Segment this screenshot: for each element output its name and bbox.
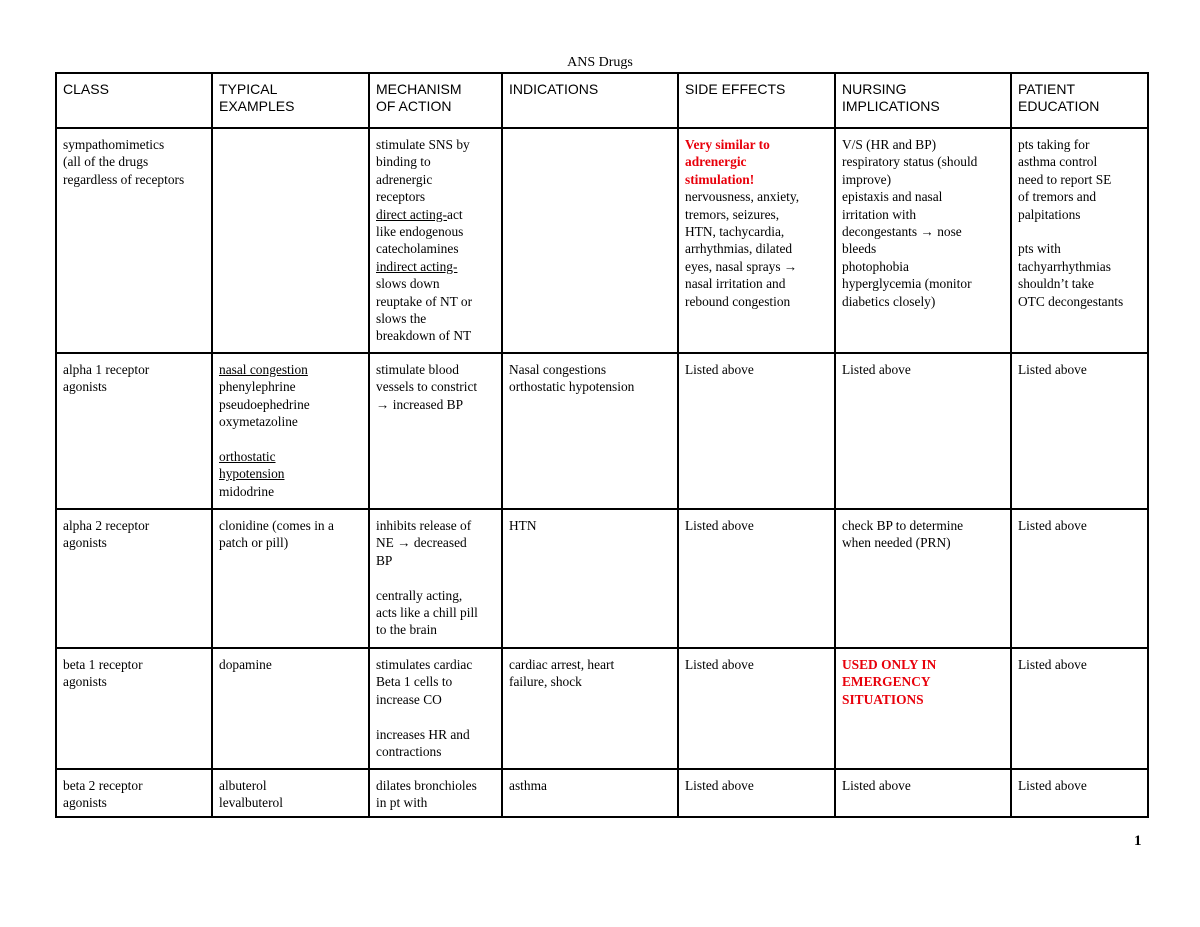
cell-line: clonidine (comes in a	[219, 518, 334, 533]
cell-line: cardiac arrest, heart	[509, 657, 615, 672]
underlined-term: hypotension	[219, 466, 285, 482]
cell-line: stimulates cardiac	[376, 657, 473, 672]
cell-line: Nasal congestions	[509, 362, 607, 377]
cell-line: pseudoephedrine	[219, 396, 310, 412]
cell-line: increase CO	[376, 691, 442, 707]
cell-side-effects	[678, 128, 835, 353]
cell-line: respiratory status (should	[842, 154, 978, 170]
cell-examples	[212, 509, 369, 648]
cell-line: alpha 1 receptor	[63, 362, 150, 377]
cell-mechanism	[369, 353, 502, 509]
header-nursing-implications	[835, 73, 1011, 128]
cell-line: pts taking for	[1018, 137, 1090, 152]
cell-class	[56, 128, 212, 353]
cell-line: palpitations	[1018, 206, 1081, 222]
cell-line: (all of the drugs	[63, 154, 149, 170]
cell-line: diabetics closely)	[842, 293, 936, 309]
cell-line: arrhythmias, dilated	[685, 241, 793, 257]
cell-line: photophobia	[842, 258, 909, 274]
cell-line: orthostatic hypotension	[509, 379, 635, 395]
cell-line: NE → decreased	[376, 535, 467, 551]
cell-line: patch or pill)	[219, 535, 289, 551]
cell-line: hyperglycemia (monitor	[842, 276, 972, 292]
header-indications	[502, 73, 678, 128]
cell-line: beta 1 receptor	[63, 657, 143, 672]
cell-line: albuterol	[219, 778, 267, 793]
cell-line: bleeds	[842, 241, 877, 257]
header-text: EDUCATION	[1018, 98, 1100, 114]
cell-line: regardless of receptors	[63, 171, 185, 187]
cell-line: to the brain	[376, 622, 437, 638]
cell-line: like endogenous	[376, 224, 464, 240]
ans-drugs-table	[55, 72, 1149, 818]
highlight-text: USED ONLY IN	[842, 657, 937, 672]
cell-line: beta 2 receptor	[63, 778, 143, 793]
cell-education	[1011, 353, 1148, 509]
cell-line: tachyarrhythmias	[1018, 258, 1111, 274]
header-patient-education	[1011, 73, 1148, 128]
cell-line: adrenergic	[376, 171, 433, 187]
spacer	[376, 708, 495, 725]
cell-line: Listed above	[1018, 657, 1087, 672]
cell-mechanism	[369, 128, 502, 353]
cell-class	[56, 769, 212, 817]
highlight-text: EMERGENCY	[842, 674, 931, 690]
cell-education	[1011, 128, 1148, 353]
cell-line: improve)	[842, 171, 892, 187]
cell-line: Listed above	[1018, 362, 1087, 377]
cell-class	[56, 509, 212, 648]
cell-line: decongestants → nose	[842, 224, 962, 240]
cell-examples	[212, 353, 369, 509]
cell-education	[1011, 769, 1148, 817]
cell-line: Listed above	[842, 778, 911, 793]
header-class	[56, 73, 212, 128]
header-text: OF ACTION	[376, 98, 452, 114]
cell-line: nasal irritation and	[685, 276, 786, 292]
table-row-beta-2	[56, 769, 1148, 817]
underlined-term: nasal congestion	[219, 362, 308, 377]
cell-line: dopamine	[219, 657, 272, 672]
cell-line: → increased BP	[376, 396, 464, 412]
cell-examples	[212, 648, 369, 769]
cell-line: need to report SE	[1018, 171, 1112, 187]
cell-line: contractions	[376, 744, 442, 760]
cell-line: Listed above	[1018, 518, 1087, 533]
cell-class	[56, 648, 212, 769]
cell-indications	[502, 769, 678, 817]
cell-line: Listed above	[685, 518, 754, 533]
cell-line: HTN	[509, 518, 537, 533]
cell-line: acts like a chill pill	[376, 605, 478, 621]
cell-examples	[212, 769, 369, 817]
cell-line: sympathomimetics	[63, 137, 165, 152]
spacer	[376, 569, 495, 586]
cell-line: agonists	[63, 674, 107, 690]
cell-line: agonists	[63, 379, 107, 395]
header-text: CLASS	[63, 81, 109, 97]
cell-mechanism	[369, 769, 502, 817]
cell-line: agonists	[63, 535, 107, 551]
cell-line: alpha 2 receptor	[63, 518, 150, 533]
cell-line: Listed above	[685, 362, 754, 377]
header-text: INDICATIONS	[509, 81, 599, 97]
cell-mechanism	[369, 648, 502, 769]
cell-class	[56, 353, 212, 509]
cell-nursing	[835, 509, 1011, 648]
header-mechanism	[369, 73, 502, 128]
spacer	[1018, 223, 1141, 240]
cell-nursing	[835, 353, 1011, 509]
cell-line	[376, 206, 495, 223]
cell-line: vessels to constrict	[376, 379, 478, 395]
cell-line: agonists	[63, 795, 107, 811]
highlight-text: stimulation!	[685, 171, 755, 187]
cell-line: BP	[376, 552, 393, 568]
cell-line: in pt with	[376, 795, 428, 811]
cell-line: check BP to determine	[842, 518, 964, 533]
header-text: PATIENT	[1018, 81, 1076, 97]
document-title: ANS Drugs	[567, 55, 633, 70]
cell-line: shouldn’t take	[1018, 276, 1094, 292]
cell-line: stimulate blood	[376, 362, 459, 377]
underlined-term: orthostatic	[219, 449, 276, 465]
header-typical-examples	[212, 73, 369, 128]
cell-line: breakdown of NT	[376, 328, 472, 344]
underlined-term: direct acting-	[376, 206, 448, 222]
cell-line: V/S (HR and BP)	[842, 137, 937, 152]
cell-line: of tremors and	[1018, 189, 1097, 205]
page-number: 1	[1134, 833, 1142, 849]
cell-line: Beta 1 cells to	[376, 674, 453, 690]
cell-line: binding to	[376, 154, 431, 170]
cell-side-effects	[678, 509, 835, 648]
cell-line: rebound congestion	[685, 293, 791, 309]
cell-line: oxymetazoline	[219, 414, 298, 430]
cell-line: epistaxis and nasal	[842, 189, 943, 205]
cell-mechanism	[369, 509, 502, 648]
cell-line: slows the	[376, 311, 427, 327]
cell-line: Listed above	[685, 657, 754, 672]
cell-indications	[502, 648, 678, 769]
cell-nursing	[835, 128, 1011, 353]
cell-line: levalbuterol	[219, 795, 283, 811]
cell-line: Listed above	[1018, 778, 1087, 793]
cell-line: increases HR and	[376, 726, 470, 742]
table-row-alpha-2	[56, 509, 1148, 648]
cell-line: catecholamines	[376, 241, 459, 257]
cell-line: tremors, seizures,	[685, 206, 780, 222]
table-row-sympathomimetics	[56, 128, 1148, 353]
cell-line: midodrine	[219, 483, 275, 499]
cell-indications	[502, 128, 678, 353]
cell-line: phenylephrine	[219, 379, 296, 395]
header-text: IMPLICATIONS	[842, 98, 940, 114]
cell-line: stimulate SNS by	[376, 137, 470, 152]
table-row-beta-1	[56, 648, 1148, 769]
cell-line: dilates bronchioles	[376, 778, 477, 793]
header-text: EXAMPLES	[219, 98, 295, 114]
cell-line: receptors	[376, 189, 426, 205]
header-text: SIDE EFFECTS	[685, 81, 786, 97]
highlight-text: adrenergic	[685, 154, 747, 170]
cell-education	[1011, 509, 1148, 648]
cell-line: HTN, tachycardia,	[685, 224, 785, 240]
cell-line: centrally acting,	[376, 587, 463, 603]
cell-line: pts with	[1018, 241, 1061, 257]
header-row	[56, 73, 1148, 128]
header-text: TYPICAL	[219, 81, 278, 97]
cell-education	[1011, 648, 1148, 769]
cell-line: OTC decongestants	[1018, 293, 1124, 309]
cell-nursing	[835, 769, 1011, 817]
highlight-text: SITUATIONS	[842, 691, 924, 707]
header-text: MECHANISM	[376, 81, 462, 97]
spacer	[219, 431, 362, 448]
cell-line: nervousness, anxiety,	[685, 189, 800, 205]
cell-line: Listed above	[685, 778, 754, 793]
underlined-term: indirect acting-	[376, 258, 458, 274]
cell-line: asthma control	[1018, 154, 1098, 170]
header-side-effects	[678, 73, 835, 128]
cell-line: slows down	[376, 276, 440, 292]
header-text: NURSING	[842, 81, 907, 97]
cell-indications	[502, 353, 678, 509]
cell-line: irritation with	[842, 206, 917, 222]
highlight-text: Very similar to	[685, 137, 770, 152]
cell-line: Listed above	[842, 362, 911, 377]
cell-text: act	[447, 206, 463, 222]
cell-line: reuptake of NT or	[376, 293, 473, 309]
cell-line: inhibits release of	[376, 518, 472, 533]
cell-side-effects	[678, 769, 835, 817]
cell-line: asthma	[509, 778, 547, 793]
cell-side-effects	[678, 353, 835, 509]
cell-examples	[212, 128, 369, 353]
cell-line: failure, shock	[509, 674, 582, 690]
cell-line: eyes, nasal sprays →	[685, 258, 798, 274]
cell-side-effects	[678, 648, 835, 769]
cell-indications	[502, 509, 678, 648]
table-row-alpha-1	[56, 353, 1148, 509]
cell-nursing	[835, 648, 1011, 769]
cell-line: when needed (PRN)	[842, 535, 951, 551]
